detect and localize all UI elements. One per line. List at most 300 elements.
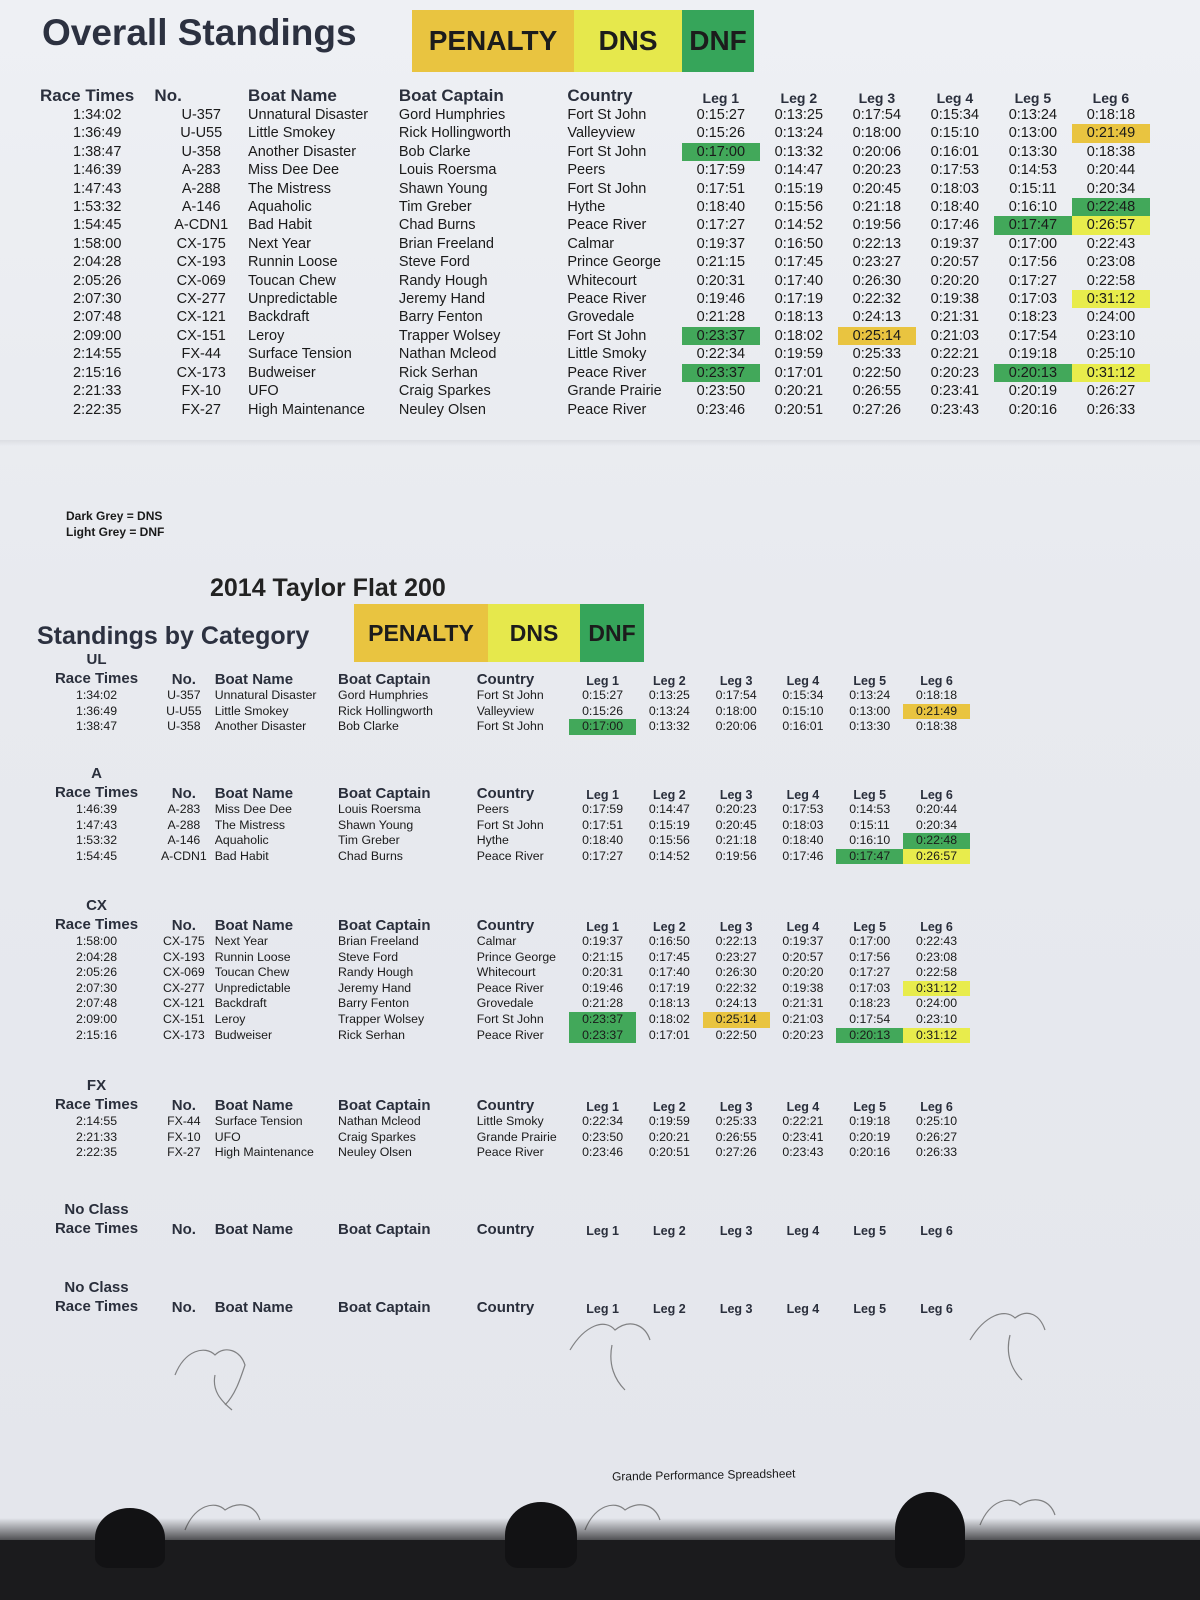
leg-time-cell: 0:22:34 xyxy=(582,1114,624,1128)
category-header-4: Leg 1 xyxy=(586,1100,619,1114)
class-name: A xyxy=(91,765,102,782)
leg-time-cell: 0:18:38 xyxy=(1086,143,1136,160)
category-header-4: Leg 1 xyxy=(586,788,619,802)
leg-time-cell: 0:20:13 xyxy=(994,364,1072,382)
leg-time-cell: 0:17:59 xyxy=(582,802,624,816)
leg-time-cell: 0:18:18 xyxy=(1086,107,1136,123)
leg-time-cell: 0:15:26 xyxy=(582,703,624,718)
leg-time-cell: 0:21:03 xyxy=(782,1011,824,1026)
leg-time-cell: 0:17:51 xyxy=(582,817,624,832)
leg-time-cell: 0:18:03 xyxy=(930,180,980,197)
table-cell: Another Disaster xyxy=(248,143,357,160)
leg-time-cell: 0:13:00 xyxy=(849,703,891,718)
table-cell: The Mistress xyxy=(248,180,332,197)
leg-time-cell: 0:13:24 xyxy=(648,703,690,718)
table-cell: Fort St John xyxy=(476,719,544,734)
leg-time-cell: 0:31:12 xyxy=(903,981,970,997)
table-cell: A-CDN1 xyxy=(174,217,229,234)
leg-time-cell: 0:13:25 xyxy=(648,688,690,702)
leg-time-cell: 0:23:50 xyxy=(582,1129,624,1144)
leg-time-cell: 0:31:12 xyxy=(1072,364,1150,382)
table-cell: Next Year xyxy=(214,934,269,948)
leg-time-cell: 0:20:16 xyxy=(849,1145,891,1160)
leg-time-cell: 0:16:01 xyxy=(782,719,824,734)
table-cell: UFO xyxy=(214,1129,241,1144)
leg-time-cell: 0:21:03 xyxy=(930,327,980,344)
leg-time-cell: 0:22:48 xyxy=(1072,198,1150,216)
table-cell: 1:34:02 xyxy=(73,107,122,123)
table-cell: Craig Sparkes xyxy=(398,383,491,400)
leg-time-cell: 0:14:47 xyxy=(774,162,824,179)
category-header-1: Boat Name xyxy=(214,917,294,934)
table-cell: Surface Tension xyxy=(214,1114,303,1128)
table-cell: Budweiser xyxy=(248,364,316,381)
leg-time-cell: 0:19:38 xyxy=(930,291,980,308)
table-cell: 1:46:39 xyxy=(76,802,118,816)
leg-time-cell: 0:18:03 xyxy=(782,817,824,832)
table-cell: Little Smokey xyxy=(214,703,289,718)
leg-time-cell: 0:18:38 xyxy=(916,719,958,734)
class-name: FX xyxy=(86,1077,107,1094)
leg-time-cell: 0:17:45 xyxy=(648,949,690,964)
leg-time-cell: 0:20:57 xyxy=(782,949,824,964)
category-header-2: Boat Captain xyxy=(338,785,431,802)
table-cell: CX-277 xyxy=(163,980,205,995)
leg-time-cell: 0:22:43 xyxy=(916,934,958,948)
leg-time-cell: 0:22:13 xyxy=(852,235,902,252)
table-cell: Neuley Olsen xyxy=(398,401,486,418)
leg-time-cell: 0:20:23 xyxy=(782,1027,824,1042)
leg-time-cell: 0:22:34 xyxy=(696,346,746,363)
table-cell: FX-27 xyxy=(167,1145,201,1160)
table-cell: CX-193 xyxy=(163,949,205,964)
legend-penalty-2: PENALTY xyxy=(354,604,488,662)
leg-time-cell: 0:13:30 xyxy=(849,719,891,734)
table-cell: Unpredictable xyxy=(248,291,338,308)
leg-time-cell: 0:20:34 xyxy=(1086,180,1136,197)
leg-time-cell: 0:23:27 xyxy=(715,949,757,964)
table-cell: 2:21:33 xyxy=(73,383,122,400)
leg-time-cell: 0:23:37 xyxy=(569,1028,636,1044)
table-cell: Hythe xyxy=(567,199,606,216)
category-header-4: Leg 1 xyxy=(586,1224,619,1238)
table-cell: Little Smoky xyxy=(567,346,647,363)
leg-time-cell: 0:31:12 xyxy=(903,1028,970,1044)
table-cell: Steve Ford xyxy=(338,949,399,964)
leg-time-cell: 0:17:27 xyxy=(696,217,746,234)
table-cell: 1:54:45 xyxy=(76,848,118,863)
leg-time-cell: 0:21:15 xyxy=(696,254,746,271)
leg-time-cell: 0:18:13 xyxy=(774,309,824,326)
table-cell: Nathan Mcleod xyxy=(398,346,497,363)
table-cell: Craig Sparkes xyxy=(338,1129,416,1144)
table-cell: 1:34:02 xyxy=(76,688,118,702)
leg-time-cell: 0:14:47 xyxy=(648,802,690,816)
category-header-0: No. xyxy=(171,1097,196,1114)
leg-time-cell: 0:15:11 xyxy=(849,817,890,832)
category-header-3: Country xyxy=(476,671,535,688)
legend-dns-2: DNS xyxy=(488,604,580,662)
category-header-8: Leg 5 xyxy=(853,788,887,802)
leg-time-cell: 0:23:46 xyxy=(696,401,746,418)
leg-time-cell: 0:20:31 xyxy=(582,965,624,980)
category-header-9: Leg 6 xyxy=(920,788,953,802)
table-cell: 1:53:32 xyxy=(76,833,118,848)
leg-time-cell: 0:19:37 xyxy=(696,235,746,252)
shadow-blob-1 xyxy=(95,1508,165,1568)
table-cell: Grovedale xyxy=(567,309,635,326)
event-title: 2014 Taylor Flat 200 xyxy=(210,574,446,602)
table-cell: Peace River xyxy=(476,1027,544,1042)
leg-time-cell: 0:15:34 xyxy=(930,107,980,123)
table-cell: Fort St John xyxy=(567,180,647,197)
leg-time-cell: 0:17:45 xyxy=(774,254,824,271)
leg-time-cell: 0:14:52 xyxy=(648,848,690,863)
table-cell: Trapper Wolsey xyxy=(338,1011,425,1026)
table-cell: Calmar xyxy=(476,934,517,948)
leg-time-cell: 0:21:18 xyxy=(715,833,757,848)
category-header-7: Leg 4 xyxy=(786,1302,820,1316)
leg-time-cell: 0:23:10 xyxy=(916,1011,958,1026)
category-header-1: Boat Name xyxy=(214,671,294,688)
table-cell: Louis Roersma xyxy=(338,802,421,816)
leg-time-cell: 0:23:08 xyxy=(1086,254,1136,271)
table-cell: Tim Greber xyxy=(338,833,400,848)
category-header-9: Leg 6 xyxy=(920,1302,953,1316)
category-header-0: No. xyxy=(171,1221,196,1238)
leg-time-cell: 0:22:21 xyxy=(930,346,980,363)
table-cell: FX-10 xyxy=(181,383,221,400)
race-times-label: Race Times xyxy=(54,784,139,801)
table-cell: 2:21:33 xyxy=(76,1129,118,1144)
leg-time-cell: 0:21:49 xyxy=(903,704,970,720)
category-header-3: Country xyxy=(476,1299,535,1316)
table-cell: 1:46:39 xyxy=(73,162,122,179)
category-header-5: Leg 2 xyxy=(653,920,686,934)
leg-time-cell: 0:21:31 xyxy=(782,996,824,1011)
leg-time-cell: 0:22:50 xyxy=(715,1027,757,1042)
leg-time-cell: 0:19:56 xyxy=(852,217,902,234)
leg-time-cell: 0:14:52 xyxy=(774,217,824,234)
table-cell: Bob Clarke xyxy=(338,719,399,734)
table-cell: 1:47:43 xyxy=(76,817,118,832)
leg-time-cell: 0:26:57 xyxy=(1072,216,1150,234)
table-cell: A-288 xyxy=(167,817,201,832)
table-cell: Rick Hollingworth xyxy=(398,125,511,142)
table-cell: Chad Burns xyxy=(398,217,476,234)
table-cell: U-358 xyxy=(181,143,221,160)
table-cell: Steve Ford xyxy=(398,254,470,271)
leg-time-cell: 0:18:40 xyxy=(582,833,624,848)
leg-time-cell: 0:23:41 xyxy=(930,383,980,400)
table-cell: Little Smoky xyxy=(476,1114,544,1128)
category-header-3: Country xyxy=(476,917,535,934)
leg-time-cell: 0:17:01 xyxy=(648,1027,690,1042)
table-cell: Miss Dee Dee xyxy=(248,162,340,179)
table-cell: UFO xyxy=(248,383,279,400)
leg-time-cell: 0:17:54 xyxy=(849,1011,891,1026)
leg-time-cell: 0:17:54 xyxy=(715,688,757,702)
table-cell: 1:54:45 xyxy=(73,217,122,234)
leg-time-cell: 0:18:23 xyxy=(1008,309,1058,326)
leg-time-cell: 0:25:10 xyxy=(1086,346,1136,363)
category-header-0: No. xyxy=(171,1299,196,1316)
category-header-1: Boat Name xyxy=(214,1097,294,1114)
category-header-5: Leg 2 xyxy=(653,1100,686,1114)
table-cell: Bob Clarke xyxy=(398,143,471,160)
category-header-5: Leg 2 xyxy=(653,674,686,688)
leg-time-cell: 0:19:18 xyxy=(849,1114,891,1128)
category-header-8: Leg 5 xyxy=(853,674,887,688)
leg-time-cell: 0:19:37 xyxy=(782,934,824,948)
table-cell: U-358 xyxy=(167,719,201,734)
table-cell: CX-121 xyxy=(176,309,226,326)
leg-time-cell: 0:17:56 xyxy=(1008,254,1058,271)
leg-time-cell: 0:26:57 xyxy=(903,849,970,865)
leg-time-cell: 0:13:30 xyxy=(1008,143,1058,160)
leg-time-cell: 0:26:27 xyxy=(1086,383,1136,400)
category-header-5: Leg 2 xyxy=(653,788,686,802)
leg-time-cell: 0:13:25 xyxy=(774,107,824,123)
table-cell: Leroy xyxy=(248,327,285,344)
leg-time-cell: 0:26:33 xyxy=(1086,401,1136,418)
table-cell: Barry Fenton xyxy=(338,996,410,1011)
overall-header-8: Leg 4 xyxy=(936,90,974,106)
leg-time-cell: 0:15:56 xyxy=(648,833,690,848)
leg-time-cell: 0:17:00 xyxy=(1008,235,1058,252)
table-cell: 1:58:00 xyxy=(73,235,122,252)
table-cell: Peace River xyxy=(567,364,647,381)
table-cell: A-288 xyxy=(181,180,221,197)
table-cell: Fort St John xyxy=(476,1011,544,1026)
table-cell: Surface Tension xyxy=(248,346,352,363)
leg-time-cell: 0:18:40 xyxy=(696,199,746,216)
table-cell: Neuley Olsen xyxy=(338,1145,412,1160)
leg-time-cell: 0:17:19 xyxy=(648,980,690,995)
leg-time-cell: 0:13:32 xyxy=(774,143,824,160)
table-cell: Backdraft xyxy=(214,996,267,1011)
leg-time-cell: 0:26:30 xyxy=(715,965,757,980)
leg-time-cell: 0:15:10 xyxy=(930,125,980,142)
leg-time-cell: 0:23:50 xyxy=(696,383,746,400)
overall-header-7: Leg 3 xyxy=(858,90,896,106)
table-cell: Rick Hollingworth xyxy=(338,703,433,718)
leg-time-cell: 0:26:33 xyxy=(916,1145,958,1160)
table-cell: A-283 xyxy=(167,802,201,816)
leg-time-cell: 0:22:43 xyxy=(1086,235,1136,252)
leg-time-cell: 0:15:11 xyxy=(1009,180,1057,197)
class-name: No Class xyxy=(64,1279,129,1296)
table-cell: Whitecourt xyxy=(567,272,637,289)
table-cell: 1:38:47 xyxy=(76,719,118,734)
leg-time-cell: 0:20:44 xyxy=(1086,162,1136,179)
table-cell: 2:14:55 xyxy=(76,1114,118,1128)
table-cell: Shawn Young xyxy=(338,817,414,832)
leg-time-cell: 0:19:59 xyxy=(774,346,824,363)
race-times-label: Race Times xyxy=(54,916,139,933)
table-cell: 2:05:26 xyxy=(76,965,118,980)
table-cell: CX-151 xyxy=(163,1011,205,1026)
table-cell: CX-121 xyxy=(163,996,205,1011)
leg-time-cell: 0:23:41 xyxy=(782,1129,824,1144)
leg-time-cell: 0:25:33 xyxy=(852,346,902,363)
leg-time-cell: 0:22:32 xyxy=(852,291,902,308)
leg-time-cell: 0:22:50 xyxy=(852,364,902,381)
leg-time-cell: 0:13:24 xyxy=(849,688,891,702)
category-header-8: Leg 5 xyxy=(853,920,887,934)
table-cell: Another Disaster xyxy=(214,719,307,734)
category-header-6: Leg 3 xyxy=(719,1224,753,1238)
leg-time-cell: 0:23:37 xyxy=(682,327,760,345)
leg-time-cell: 0:19:37 xyxy=(582,934,624,948)
table-cell: 1:38:47 xyxy=(73,143,122,160)
table-cell: 2:15:16 xyxy=(76,1027,118,1042)
leg-time-cell: 0:18:13 xyxy=(648,996,690,1011)
table-cell: Grovedale xyxy=(476,996,534,1011)
overall-header-5: Leg 1 xyxy=(702,90,740,106)
legend-penalty: PENALTY xyxy=(412,10,574,72)
category-header-4: Leg 1 xyxy=(586,920,619,934)
overall-header-3: Boat Captain xyxy=(398,86,504,105)
table-cell: CX-069 xyxy=(176,272,226,289)
table-cell: FX-27 xyxy=(181,401,221,418)
leg-time-cell: 0:15:19 xyxy=(648,817,690,832)
table-cell: Miss Dee Dee xyxy=(214,802,292,816)
leg-time-cell: 0:20:19 xyxy=(849,1129,891,1144)
table-cell: Rick Serhan xyxy=(338,1027,405,1042)
category-header-6: Leg 3 xyxy=(719,1100,753,1114)
shadow-blob-3 xyxy=(895,1492,965,1568)
table-cell: Trapper Wolsey xyxy=(398,327,501,344)
table-cell: Bad Habit xyxy=(248,217,312,234)
legend-dns: DNS xyxy=(574,10,682,72)
leg-time-cell: 0:26:30 xyxy=(852,272,902,289)
leg-time-cell: 0:17:27 xyxy=(582,848,624,863)
table-cell: Little Smokey xyxy=(248,125,336,142)
leg-time-cell: 0:18:40 xyxy=(930,199,980,216)
table-cell: Runnin Loose xyxy=(248,254,338,271)
leg-time-cell: 0:24:00 xyxy=(1086,309,1136,326)
table-cell: Peace River xyxy=(476,980,544,995)
leg-time-cell: 0:24:13 xyxy=(852,309,902,326)
table-cell: Gord Humphries xyxy=(398,107,506,123)
category-header-0: No. xyxy=(171,917,196,934)
table-cell: 2:07:48 xyxy=(76,996,118,1011)
class-name: CX xyxy=(86,897,107,914)
category-header-8: Leg 5 xyxy=(853,1302,887,1316)
leg-time-cell: 0:13:00 xyxy=(1008,125,1058,142)
leg-time-cell: 0:17:40 xyxy=(648,965,690,980)
leg-time-cell: 0:18:02 xyxy=(774,327,824,344)
table-cell: 2:22:35 xyxy=(76,1145,118,1160)
leg-time-cell: 0:15:27 xyxy=(582,688,624,702)
leg-time-cell: 0:20:21 xyxy=(774,383,824,400)
leg-time-cell: 0:23:27 xyxy=(852,254,902,271)
table-cell: Brian Freeland xyxy=(338,934,419,948)
note-light-grey: Light Grey = DNF xyxy=(66,525,165,539)
leg-time-cell: 0:17:00 xyxy=(569,719,636,735)
table-cell: U-U55 xyxy=(180,125,223,142)
race-times-label: Race Times xyxy=(54,670,139,687)
leg-time-cell: 0:20:57 xyxy=(930,254,980,271)
table-cell: CX-173 xyxy=(163,1027,205,1042)
leg-time-cell: 0:17:03 xyxy=(849,980,891,995)
table-cell: Fort St John xyxy=(567,107,647,123)
table-cell: Peace River xyxy=(476,848,544,863)
table-cell: 2:09:00 xyxy=(73,327,122,344)
leg-time-cell: 0:18:23 xyxy=(849,996,891,1011)
leg-time-cell: 0:15:26 xyxy=(696,125,746,142)
table-cell: Peers xyxy=(476,802,509,816)
leg-time-cell: 0:17:54 xyxy=(1008,327,1058,344)
leg-time-cell: 0:22:58 xyxy=(1086,272,1136,289)
leg-time-cell: 0:20:31 xyxy=(696,272,746,289)
category-header-0: No. xyxy=(171,785,196,802)
dark-surface xyxy=(0,1540,1200,1600)
overall-title: Overall Standings xyxy=(42,12,357,53)
table-cell: Grande Prairie xyxy=(476,1129,557,1144)
table-cell: Backdraft xyxy=(248,309,310,326)
leg-time-cell: 0:20:06 xyxy=(715,719,757,734)
race-times-label: Race Times xyxy=(54,1096,139,1113)
table-cell: Nathan Mcleod xyxy=(338,1114,421,1128)
category-header-2: Boat Captain xyxy=(338,671,431,688)
legend-dnf-2: DNF xyxy=(580,604,644,662)
category-header-2: Boat Captain xyxy=(338,1299,431,1316)
category-header-5: Leg 2 xyxy=(653,1224,686,1238)
leg-time-cell: 0:15:27 xyxy=(696,107,746,123)
category-header-0: No. xyxy=(171,671,196,688)
leg-time-cell: 0:21:15 xyxy=(582,949,624,964)
leg-time-cell: 0:23:46 xyxy=(582,1145,624,1160)
leg-time-cell: 0:16:10 xyxy=(849,833,891,848)
leg-time-cell: 0:23:37 xyxy=(682,364,760,382)
category-header-6: Leg 3 xyxy=(719,674,753,688)
table-cell: Prince George xyxy=(567,254,661,271)
category-header-2: Boat Captain xyxy=(338,917,431,934)
leg-time-cell: 0:20:21 xyxy=(648,1129,690,1144)
table-cell: Unpredictable xyxy=(214,980,291,995)
table-cell: Next Year xyxy=(248,235,311,252)
table-cell: Tim Greber xyxy=(398,199,472,216)
leg-time-cell: 0:23:08 xyxy=(916,949,958,964)
table-cell: Hythe xyxy=(476,833,509,848)
table-cell: Gord Humphries xyxy=(338,688,429,702)
leg-time-cell: 0:16:10 xyxy=(1008,199,1058,216)
leg-time-cell: 0:23:37 xyxy=(569,1012,636,1028)
leg-time-cell: 0:17:53 xyxy=(782,802,824,816)
table-cell: 2:04:28 xyxy=(73,254,122,271)
leg-time-cell: 0:17:00 xyxy=(849,934,891,948)
leg-time-cell: 0:17:46 xyxy=(930,217,980,234)
leg-time-cell: 0:17:27 xyxy=(849,965,891,980)
table-cell: A-146 xyxy=(167,833,201,848)
leg-time-cell: 0:21:18 xyxy=(852,199,902,216)
table-cell: Jeremy Hand xyxy=(338,980,412,995)
category-header-3: Country xyxy=(476,785,535,802)
leg-time-cell: 0:19:37 xyxy=(930,235,980,252)
category-header-9: Leg 6 xyxy=(920,1224,953,1238)
leg-time-cell: 0:27:26 xyxy=(852,401,902,418)
leg-time-cell: 0:19:59 xyxy=(648,1114,690,1128)
leg-time-cell: 0:22:58 xyxy=(916,965,958,980)
leg-time-cell: 0:22:13 xyxy=(715,934,757,948)
table-cell: 2:22:35 xyxy=(73,401,122,418)
table-cell: 2:07:30 xyxy=(73,291,122,308)
table-cell: Valleyview xyxy=(476,703,534,718)
leg-time-cell: 0:22:21 xyxy=(782,1114,824,1128)
table-cell: Fort St John xyxy=(476,688,544,702)
